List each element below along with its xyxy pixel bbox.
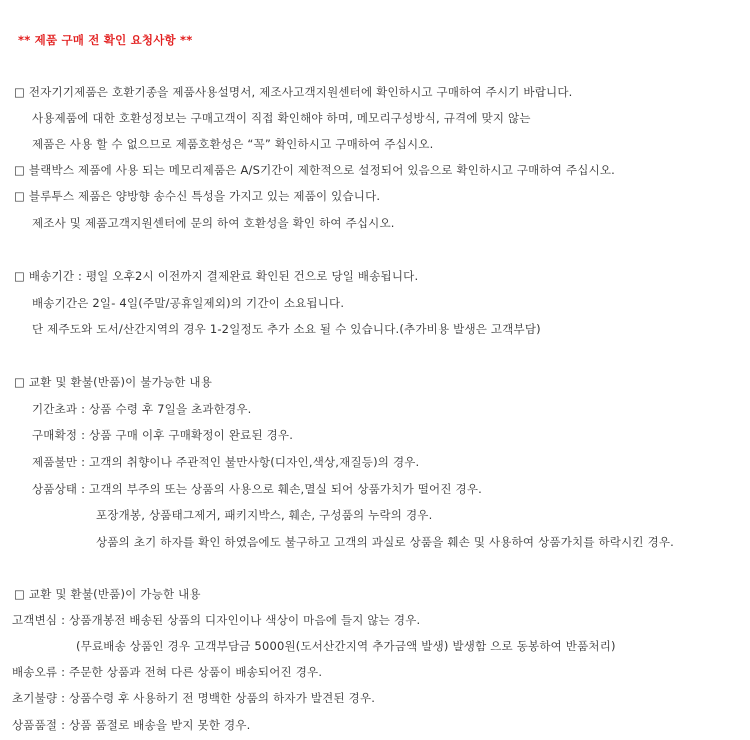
no-return-line: 상품상태 : 고객의 부주의 또는 상품의 사용으로 훼손,멸실 되어 상품가치가 떨어진 경우.: [32, 482, 483, 496]
shipping-line: 단 제주도와 도서/산간지역의 경우 1-2일정도 추가 소요 될 수 있습니다.(추가비용 발생은 고객부담): [32, 322, 541, 336]
compat-line: 제조사 및 제품고객지원센터에 문의 하여 호환성을 확인 하여 주십시오.: [32, 216, 395, 230]
compat-line: □ 블루투스 제품은 양방향 송수신 특성을 가지고 있는 제품이 있습니다.: [14, 189, 381, 203]
no-return-line: 상품의 초기 하자를 확인 하였음에도 불구하고 고객의 과실로 상품을 훼손 및 사용하여 상품가치를 하락시킨 경우.: [96, 535, 675, 549]
return-line: (무료배송 상품인 경우 고객부담금 5000원(도서산간지역 추가금액 발생) 발생함 으로 동봉하여 반품처리): [76, 639, 616, 653]
shipping-line: 배송기간은 2일- 4일(주말/공휴일제외)의 기간이 소요됩니다.: [32, 296, 345, 310]
no-return-line: 구매확정 : 상품 구매 이후 구매확정이 완료된 경우.: [32, 428, 294, 442]
no-return-line: 포장개봉, 상품태그제거, 패키지박스, 훼손, 구성품의 누락의 경우.: [96, 508, 433, 522]
return-line: 초기불량 : 상품수령 후 사용하기 전 명백한 상품의 하자가 발견된 경우.: [12, 691, 376, 705]
compat-line: □ 전자기기제품은 호환기종을 제품사용설명서, 제조사고객지원센터에 확인하시고 구매하여 주시기 바랍니다.: [14, 85, 573, 99]
no-return-line: □ 교환 및 환불(반품)이 불가능한 내용: [14, 375, 213, 389]
compat-line: □ 블랙박스 제품에 사용 되는 메모리제품은 A/S기간이 제한적으로 설정되어 있음으로 확인하시고 구매하여 주십시오.: [14, 163, 616, 177]
no-return-line: 기간초과 : 상품 수령 후 7일을 초과한경우.: [32, 402, 252, 416]
compat-line: 사용제품에 대한 호환성정보는 구매고객이 직접 확인해야 하며, 메모리구성방식, 규격에 맞지 않는: [32, 111, 531, 125]
no-return-line: 제품불만 : 고객의 취향이나 주관적인 불만사항(디자인,색상,재질등)의 경우.: [32, 455, 420, 469]
shipping-line: □ 배송기간 : 평일 오후2시 이전까지 결제완료 확인된 건으로 당일 배송됩니다.: [14, 269, 419, 283]
return-line: 고객변심 : 상품개봉전 배송된 상품의 디자인이나 색상이 마음에 들지 않는 경우.: [12, 613, 421, 627]
notice-title: ** 제품 구매 전 확인 요청사항 **: [18, 33, 193, 47]
compat-line: 제품은 사용 할 수 없으므로 제품호환성은 “꼭” 확인하시고 구매하여 주십시오.: [32, 137, 434, 151]
return-line: □ 교환 및 환불(반품)이 가능한 내용: [14, 587, 201, 601]
return-line: 배송오류 : 주문한 상품과 전혀 다른 상품이 배송되어진 경우.: [12, 665, 323, 679]
return-line: 상품품절 : 상품 품절로 배송을 받지 못한 경우.: [12, 718, 251, 732]
